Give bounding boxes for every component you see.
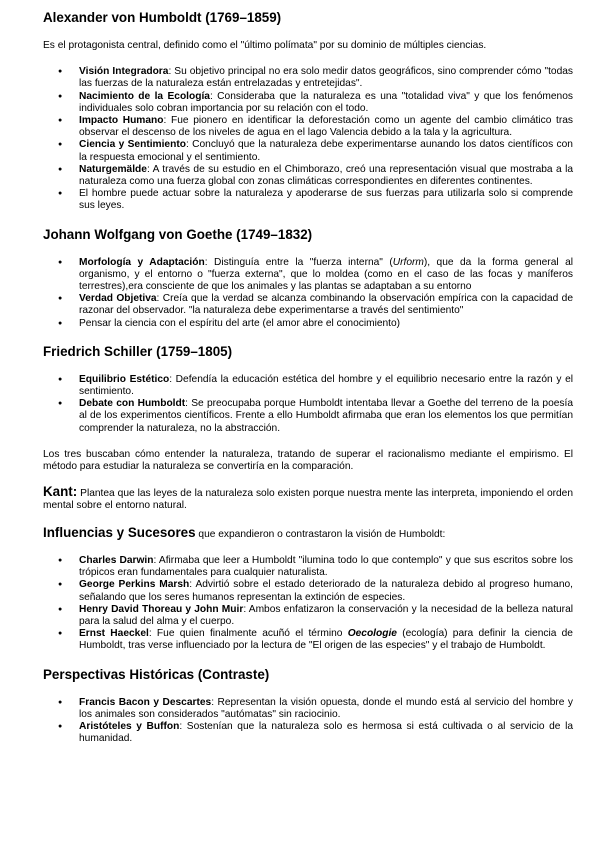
goethe-list [43, 257, 573, 330]
heading-humboldt: Alexander von Humboldt (1769–1859) [43, 10, 282, 25]
heading-influencias: Influencias y Sucesores que expandieron o contrastaron la visión de Humboldt: [43, 524, 446, 540]
heading-schiller: Friedrich Schiller (1759–1805) [43, 343, 233, 359]
list-item: ● El hombre puede actuar sobre la naturaleza y apoderarse de sus fuerzas para utilizarla solo si comprende sus leyes. [79, 188, 573, 212]
kant-label: Kant: [43, 484, 78, 500]
humboldt-intro: Es el protagonista central, definido como el "último polímata" por su dominio de múltiples ciencias. [43, 40, 487, 51]
list-item: ● Morfología y Adaptación: Distinguía entre la "fuerza interna" (Urform), que da la forma general al organismo, y el entorno o "fuerza externa", que lo moldea (como en el caso de las focas y maníferos terrestres),era consciente de que los animales y las plantas se adaptaban a su entorno [79, 257, 573, 294]
list-item: ● Charles Darwin: Afirmaba que leer a Humboldt "ilumina todo lo que contemplo" y que sus escritos sobre los trópicos eran fundamentales para cualquier naturalista. [79, 555, 573, 579]
list-item: ● Ernst Haeckel: Fue quien finalmente acuñó el término Oecologie (ecología) para definir la ciencia de Humboldt, tras verse influenciado por la lectura de "El origen de las especies" y el trabajo de Humboldt. [79, 628, 573, 652]
list-item: ● Francis Bacon y Descartes: Representan la visión opuesta, donde el mundo está al servicio del hombre y los animales son considerados "autómatas" sin raciocinio. [79, 697, 573, 721]
list-item: ● Ciencia y Sentimiento: Concluyó que la naturaleza debe experimentarse aunando los datos científicos con la respuesta emocional y el sentimiento. [79, 139, 573, 163]
list-item: ● Verdad Objetiva: Creía que la verdad se alcanza combinando la observación empírica con la capacidad de razonar del observador. "la naturaleza debe experimentarse a través del sentimiento" [79, 293, 573, 317]
list-item: ● Debate con Humboldt: Se preocupaba porque Humboldt intentaba llevar a Goethe del terreno de la poesía al de los experimentos científicos. Frente a ello Humboldt afirmaba que eran los elementos los que permitían comprender la naturaleza, no la abstracción. [79, 398, 573, 435]
schiller-closing: Los tres buscaban cómo entender la naturaleza, tratando de superar el racionalismo mediante el empirismo. El método para estudiar la naturaleza se convertiría en la comparación. [43, 448, 573, 473]
list-item: ● Naturgemälde: A través de su estudio en el Chimborazo, creó una representación visual que mostraba a la naturaleza como una fuerza global con zonas climáticas correspondientes en diferentes continentes. [79, 164, 573, 188]
influencias-list [43, 555, 573, 653]
kant-paragraph: Kant: Plantea que las leyes de la naturaleza solo existen porque nuestra mente las interpreta, imponiendo el orden mental sobre el entorno natural. [43, 484, 573, 512]
list-item: ● Impacto Humano: Fue pionero en identificar la deforestación como un agente del cambio climático tras observar el descenso de los niveles de agua en el lago Valencia debido a la tala y la agricultura. [79, 115, 573, 139]
list-item: ● Visión Integradora: Su objetivo principal no era solo medir datos geográficos, sino comprender cómo "todas las fuerzas de la naturaleza están entrelazadas y entretejidas". [79, 66, 573, 90]
heading-goethe: Johann Wolfgang von Goethe (1749–1832) [43, 226, 313, 242]
humboldt-list [43, 66, 573, 212]
list-item: ● Nacimiento de la Ecología: Consideraba que la naturaleza es una "totalidad viva" y que los fenómenos individuales solo cobran importancia por su relación con el todo. [79, 91, 573, 115]
list-item: ● Henry David Thoreau y John Muir: Ambos enfatizaron la conservación y la necesidad de la belleza natural para la salud del alma y el cuerpo. [79, 604, 573, 628]
list-item: ● Pensar la ciencia con el espíritu del arte (el amor abre el conocimiento) [79, 318, 573, 330]
schiller-list [43, 374, 573, 435]
perspectivas-list [43, 697, 573, 746]
heading-perspectivas: Perspectivas Históricas (Contraste) [43, 666, 270, 682]
list-item: ● Aristóteles y Buffon: Sostenían que la naturaleza solo es hermosa si está cultivada o al servicio de la humanidad. [79, 721, 573, 745]
list-item: ● Equilibrio Estético: Defendía la educación estética del hombre y el equilibrio necesario entre la razón y el sentimiento. [79, 374, 573, 398]
list-item: ● George Perkins Marsh: Advirtió sobre el estado deteriorado de la naturaleza debido al progreso humano, señalando que los seres humanos representan la extinción de especies. [79, 579, 573, 603]
